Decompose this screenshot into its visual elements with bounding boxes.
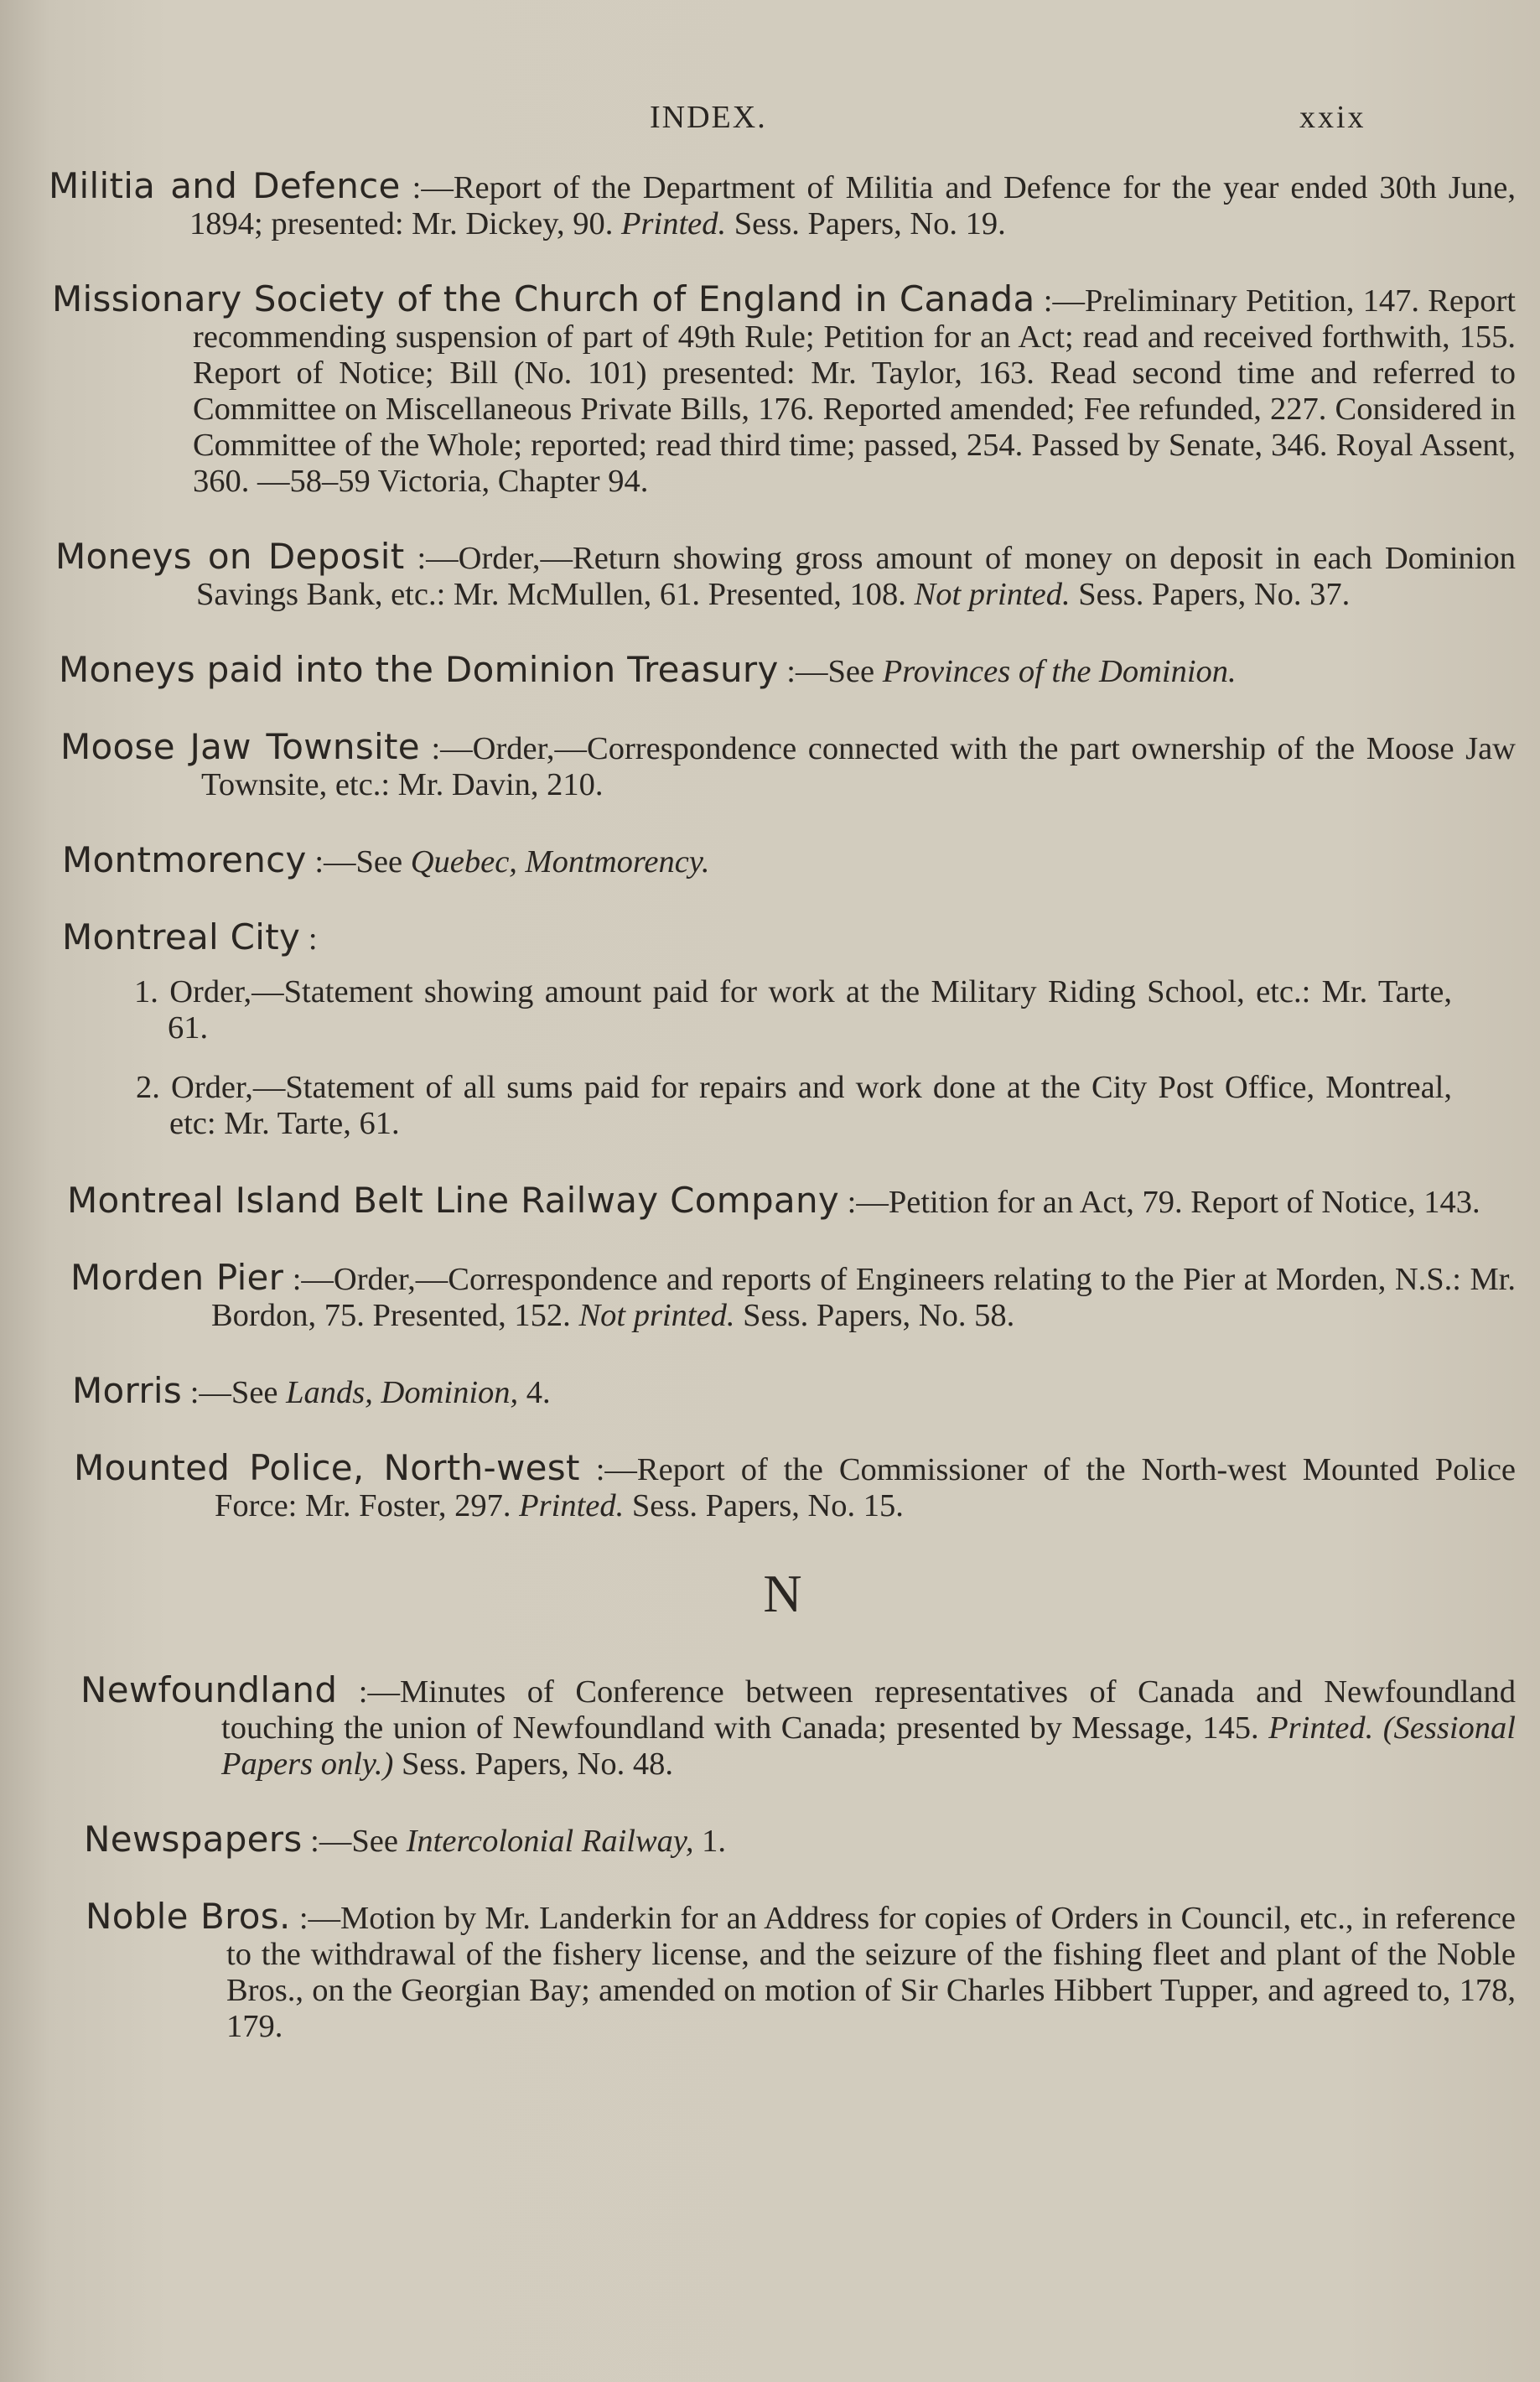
entry-text: Report of the Department of Militia and Defence for the year ended 30th June, 1894; presented: Mr. Dickey, 90. (189, 170, 1516, 241)
entry-heading: Moneys on Deposit (55, 536, 405, 577)
index-entry-montreal-city (62, 916, 1516, 957)
entry-text: See (351, 1824, 407, 1859)
entry-heading: Morris (72, 1370, 183, 1411)
entry-separator: :— (283, 1262, 334, 1297)
entry-heading: Montreal City (62, 916, 301, 957)
entry-heading: Newfoundland (80, 1669, 338, 1710)
montreal-city-item (99, 974, 1452, 1046)
index-entry-militia-and-defence (49, 165, 1516, 242)
entry-tail: Sess. Papers, No. 37. (1070, 577, 1351, 612)
entry-heading: Montreal Island Belt Line Railway Company (67, 1180, 840, 1221)
entry-heading: Morden Pier (70, 1257, 284, 1298)
index-entry-missionary-society (52, 278, 1516, 500)
index-entry-morden-pier (70, 1259, 1516, 1334)
entry-text: See (827, 654, 883, 689)
entry-tail: Sess. Papers, No. 58. (734, 1298, 1015, 1333)
index-entry-newspapers (84, 1821, 1516, 1860)
entry-tail: 4. (518, 1375, 551, 1410)
entry-italic: Intercolonial Railway, (406, 1824, 694, 1859)
entry-italic: Not printed. (914, 577, 1071, 612)
entry-separator: :— (419, 731, 473, 766)
entry-text: Motion by Mr. Landerkin for an Address for copies of Orders in Council, etc., in reference to the withdrawal of the fishery license, and the seizure of the fishing fleet and plant of the Noble Bros., on the Georgian Bay; amended on motion of Sir Charles Hibbert Tupper, and agreed to, 178, 179. (226, 1901, 1516, 2044)
item-number: 1. (134, 974, 158, 1009)
entry-text: Minutes of Conference between representatives of Canada and Newfoundland touching the union of Newfoundland with Canada; presented by Message, 145. (221, 1674, 1516, 1746)
page-number: xxix (1299, 100, 1366, 135)
entry-separator: :— (579, 1452, 637, 1487)
item-number: 2. (136, 1070, 160, 1105)
entry-tail: Sess. Papers, No. 15. (624, 1488, 904, 1523)
entry-text: Report of the Commissioner of the North-west Mounted Police Force: Mr. Foster, 297. (215, 1452, 1517, 1523)
entry-heading: Moose Jaw Townsite (60, 726, 420, 767)
entry-heading: Militia and Defence (49, 165, 401, 206)
entry-heading: Montmorency (62, 839, 307, 880)
index-entry-mounted-police (74, 1447, 1517, 1524)
entry-separator: : (300, 921, 318, 957)
index-entry-moneys-on-deposit (55, 538, 1516, 613)
entry-separator: :— (290, 1901, 341, 1936)
entry-separator: :— (1034, 283, 1085, 319)
entry-separator: :— (400, 170, 454, 205)
entry-text: Order,—Correspondence and reports of Engineers relating to the Pier at Morden, N.S.: Mr. Bordon, 75. Presented, 152. (211, 1262, 1516, 1333)
entry-separator: :— (404, 541, 459, 576)
page-header (0, 94, 1540, 144)
entry-italic: Printed. (Sessional Papers only.) (221, 1710, 1516, 1782)
entry-italic: Quebec, Montmorency. (410, 844, 710, 880)
entry-separator: :— (306, 844, 356, 880)
entry-heading: Newspapers (84, 1819, 303, 1860)
entry-heading: Mounted Police, North-west (74, 1447, 580, 1488)
entry-text: Order,—Return showing gross amount of money on deposit in each Dominion Savings Bank, etc.: Mr. McMullen, 61. Presented, 108. (196, 541, 1516, 612)
montreal-city-item (101, 1070, 1452, 1142)
item-text: Order,—Statement of all sums paid for repairs and work done at the City Post Office, Montreal, etc: Mr. Tarte, 61. (169, 1070, 1453, 1141)
entry-tail: 1. (693, 1824, 726, 1859)
entry-heading: Noble Bros. (86, 1896, 291, 1937)
entry-separator: :— (182, 1375, 231, 1410)
entry-text: See (231, 1375, 287, 1410)
entry-text: Petition for an Act, 79. Report of Notice, 143. (888, 1185, 1480, 1220)
entry-italic: Printed. (519, 1488, 625, 1523)
running-head: INDEX. (650, 100, 767, 135)
entry-italic: Lands, Dominion, (286, 1375, 519, 1410)
entry-separator: :— (302, 1824, 352, 1859)
item-text: Order,—Statement showing amount paid for work at the Military Riding School, etc.: Mr. Tarte, 61. (168, 974, 1453, 1046)
entry-text: Preliminary Petition, 147. Report recommending suspension of part of 49th Rule; Petition for an Act; read and received forthwith, 155. Report of Notice; Bill (No. 101) presented: Mr. Taylor, 163. Read second time and referred to Committee on Miscellaneous Private Bills, 176. Reported amended; Fee refunded, 227. Considered in Committee of the Whole; reported; read third time; passed, 254. Passed by Senate, 346. Royal Assent, 360. —58–59 Victoria, Chapter 94. (193, 283, 1516, 499)
section-letter: N (763, 1564, 802, 1623)
entry-separator: :— (778, 654, 828, 689)
entry-separator: :— (337, 1674, 401, 1710)
index-entry-moneys-paid-into-treasury (59, 651, 1516, 690)
entry-heading: Moneys paid into the Dominion Treasury (59, 649, 779, 690)
index-entry-montmorency (62, 839, 1516, 880)
index-entry-montreal-island-belt-line (67, 1182, 1516, 1221)
entry-text: See (355, 844, 411, 880)
entry-italic: Not printed. (578, 1298, 735, 1333)
entry-italic: Provinces of the Dominion. (882, 654, 1237, 689)
entry-tail: Sess. Papers, No. 48. (393, 1746, 673, 1782)
index-entry-morris (72, 1370, 1516, 1411)
index-entry-noble-bros (86, 1898, 1516, 2045)
entry-heading: Missionary Society of the Church of England in Canada (52, 278, 1035, 319)
entry-separator: :— (839, 1185, 889, 1220)
entry-text: Order,—Correspondence connected with the part ownership of the Moose Jaw Townsite, etc.: Mr. Davin, 210. (201, 731, 1516, 802)
index-entries (0, 165, 1540, 2084)
entry-italic: Printed. (621, 206, 727, 241)
entry-tail: Sess. Papers, No. 19. (726, 206, 1006, 241)
index-entry-newfoundland (80, 1669, 1516, 1783)
index-entry-moose-jaw-townsite (60, 726, 1516, 803)
